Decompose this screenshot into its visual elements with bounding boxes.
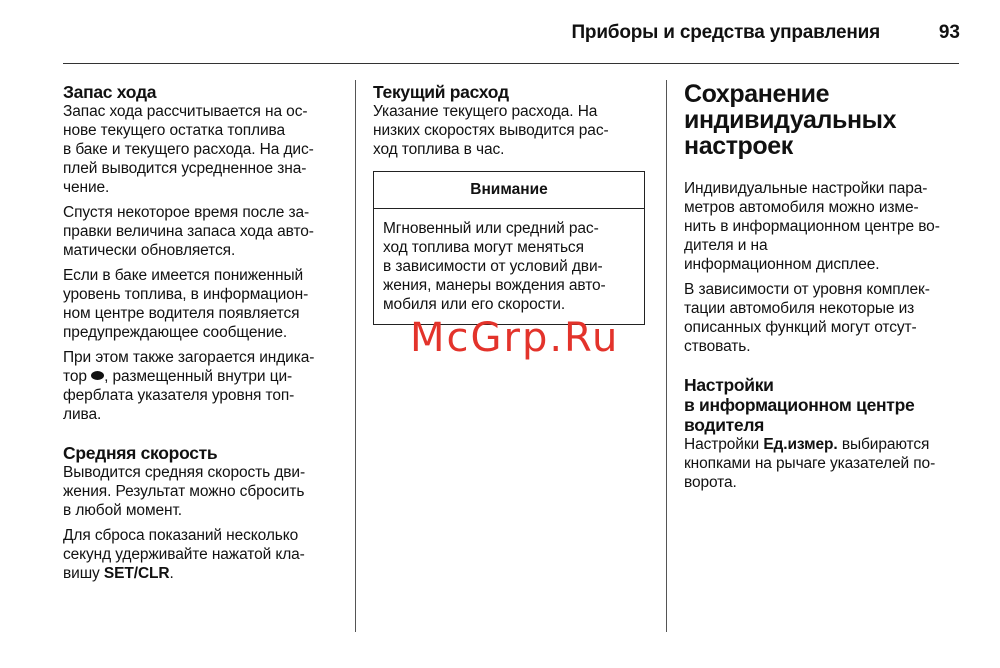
settings-heading: Настройки в информационном центре водителя <box>684 375 915 435</box>
units-menu-label: Ед.измер. <box>763 436 838 453</box>
header-divider <box>63 63 959 64</box>
column-2 <box>373 82 653 325</box>
fuel-indicator-icon <box>91 371 104 380</box>
settings-paragraph <box>684 435 964 492</box>
settings-text-start: Настройки <box>684 436 764 453</box>
reset-text-end: . <box>169 565 174 582</box>
notice-box <box>373 171 645 325</box>
section-paragraph-2: В зависимости от уровня комплек- тации автомобиля некоторые из описанных функций могут отсут- ствовать. <box>684 281 930 355</box>
settings-text-end: выбираются кнопками на рычаге указателей по- ворота. <box>684 436 936 491</box>
running-header-title: Приборы и средства управления <box>571 22 880 43</box>
range-paragraph-3: Если в баке имеется пониженный уровень топлива, в информацион- ном центре водителя появляется предупреждающее сообщение. <box>63 267 309 341</box>
current-consumption-paragraph: Указание текущего расхода. На низких скоростях выводится рас- ход топлива в час. <box>373 103 609 158</box>
range-paragraph-2: Спустя некоторое время после за- правки величина запаса хода авто- матически обновляется. <box>63 204 314 259</box>
reset-text-start: Для сброса показаний несколько секунд удерживайте нажатой кла- вишу <box>63 527 305 582</box>
average-speed-paragraph-1: Выводится средняя скорость дви- жения. Результат можно сбросить в любой момент. <box>63 464 306 519</box>
column-divider-right <box>666 80 667 632</box>
notice-body: Мгновенный или средний рас- ход топлива могут меняться в зависимости от условий дви- жения, манеры вождения авто- мобиля или его скорости. <box>383 220 606 313</box>
section-heading: Сохранение индивидуальных настроек <box>684 80 897 160</box>
page-number: 93 <box>938 22 960 43</box>
column-3 <box>684 82 964 498</box>
set-clr-key-label: SET/CLR <box>103 565 170 582</box>
column-divider-left <box>355 80 356 632</box>
column-1 <box>63 82 343 589</box>
current-consumption-heading: Текущий расход <box>373 82 509 102</box>
watermark: McGrp.Ru <box>410 315 620 361</box>
notice-heading: Внимание <box>374 172 644 209</box>
average-speed-heading: Средняя скорость <box>63 443 218 463</box>
range-paragraph-4-end: , размещенный внутри ци- ферблата указателя уровня топ- лива. <box>63 368 295 423</box>
range-paragraph-1: Запас хода рассчитывается на ос- нове текущего остатка топлива в баке и текущего расхода. На дис- плей выводится усредненное зна- чение. <box>63 103 314 196</box>
range-paragraph-4 <box>63 348 343 424</box>
section-paragraph-1: Индивидуальные настройки пара- метров автомобиля можно изме- нить в информационном центре во- дителя и на информационном дисплее. <box>684 180 940 273</box>
average-speed-paragraph-2 <box>63 526 343 583</box>
range-paragraph-4-start: При этом также загорается индика- тор <box>63 349 315 385</box>
range-heading: Запас хода <box>63 82 157 102</box>
